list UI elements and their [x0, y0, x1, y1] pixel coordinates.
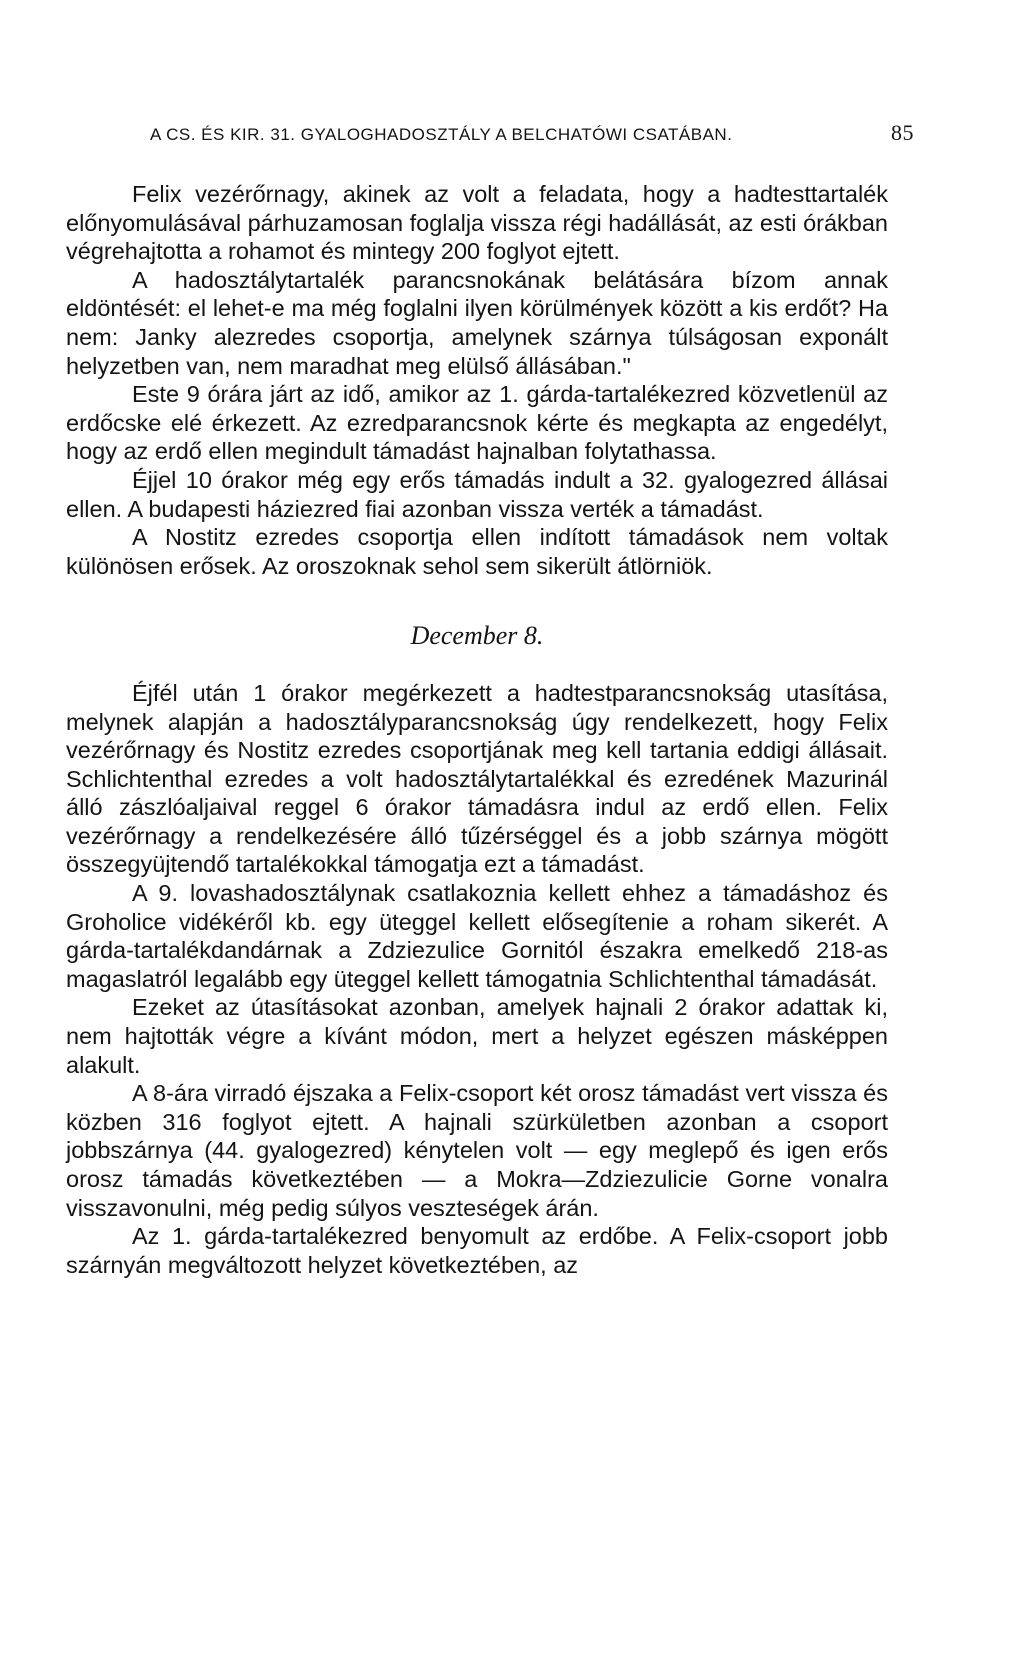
- running-header: [150, 120, 914, 150]
- paragraph: Éjfél után 1 órakor megérkezett a hadtestparancsnokság utasítása, melynek alapján a hadosztályparancsnokság úgy rendelkezett, hogy Felix vezérőrnagy és Nostitz ezredes csoportjának meg kell tartania eddigi állásait. Schlichtenthal ezredes a volt hadosztálytartalékkal és ezredének Mazurinál álló zászlóaljaival reggel 6 órakor támadásra indul az erdő ellen. Felix vezérőrnagy a rendelkezésére álló tűzérséggel és a jobb szárnya mögött összegyüjtendő tartalékokkal támogatja ezt a támadást.: [66, 679, 888, 878]
- paragraph: Az 1. gárda-tartalékezred benyomult az erdőbe. A Felix-csoport jobb szárnyán megváltozott helyzet következtében, az: [66, 1223, 888, 1278]
- paragraph: Ezeket az útasításokat azonban, amelyek hajnali 2 órakor adattak ki, nem hajtották végre a kívánt módon, mert a helyzet egészen másképpen alakult.: [66, 994, 888, 1078]
- paragraph: Este 9 órára járt az idő, amikor az 1. gárda-tartalékezred közvetlenül az erdőcske elé érkezett. Az ezredparancsnok kérte és megkapta az engedélyt, hogy az erdő ellen megindult támadást hajnalban folytathassa.: [66, 381, 888, 465]
- paragraph: A hadosztálytartalék parancsnokának belátására bízom annak eldöntését: el lehet-e ma még foglalni ilyen körülmények között a kis erdőt? Ha nem: Janky alezredes csoportja, amelynek szárnya túlságosan exponált helyzetben van, nem maradhat meg elülső állásában.": [66, 266, 888, 379]
- paragraph: A 9. lovashadosztálynak csatlakoznia kellett ehhez a támadáshoz és Groholice vidékéről kb. egy üteggel kellett elősegítenie a roham sikerét. A gárda-tartalékdandárnak a Zdziezulice Gornitól északra emelkedő 218-as magaslatról legalább egy üteggel kellett támogatnia Schlichtenthal támadását.: [66, 880, 888, 992]
- page-body: [66, 180, 888, 1279]
- paragraph: Felix vezérőrnagy, akinek az volt a feladata, hogy a hadtesttartalék előnyomulásával párhuzamosan foglalja vissza régi hadállását, az esti órákban végrehajtotta a rohamot és mintegy 200 foglyot ejtett.: [66, 181, 888, 265]
- running-title: A CS. ÉS KIR. 31. GYALOGHADOSZTÁLY A BELCHATÓWI CSATÁBAN.: [150, 125, 733, 144]
- paragraph: Éjjel 10 órakor még egy erős támadás indult a 32. gyalogezred állásai ellen. A budapesti háziezred fiai azonban vissza verték a támadást.: [66, 466, 888, 522]
- paragraph: A Nostitz ezredes csoportja ellen indított támadások nem voltak különösen erősek. Az oroszoknak sehol sem sikerült átlörniök.: [66, 524, 888, 579]
- page-number: 85: [891, 120, 914, 145]
- section-heading: December 8.: [410, 621, 544, 651]
- paragraph: A 8-ára virradó éjszaka a Felix-csoport két orosz támadást vert vissza és közben 316 foglyot ejtett. A hajnali szürkületben azonban a csoport jobbszárnya (44. gyalogezred) kénytelen volt — egy meglepő és igen erős orosz támadás következtében — a Mokra—Zdziezulicie Gorne vonalra visszavonulni, még pedig súlyos veszteségek árán.: [66, 1080, 888, 1221]
